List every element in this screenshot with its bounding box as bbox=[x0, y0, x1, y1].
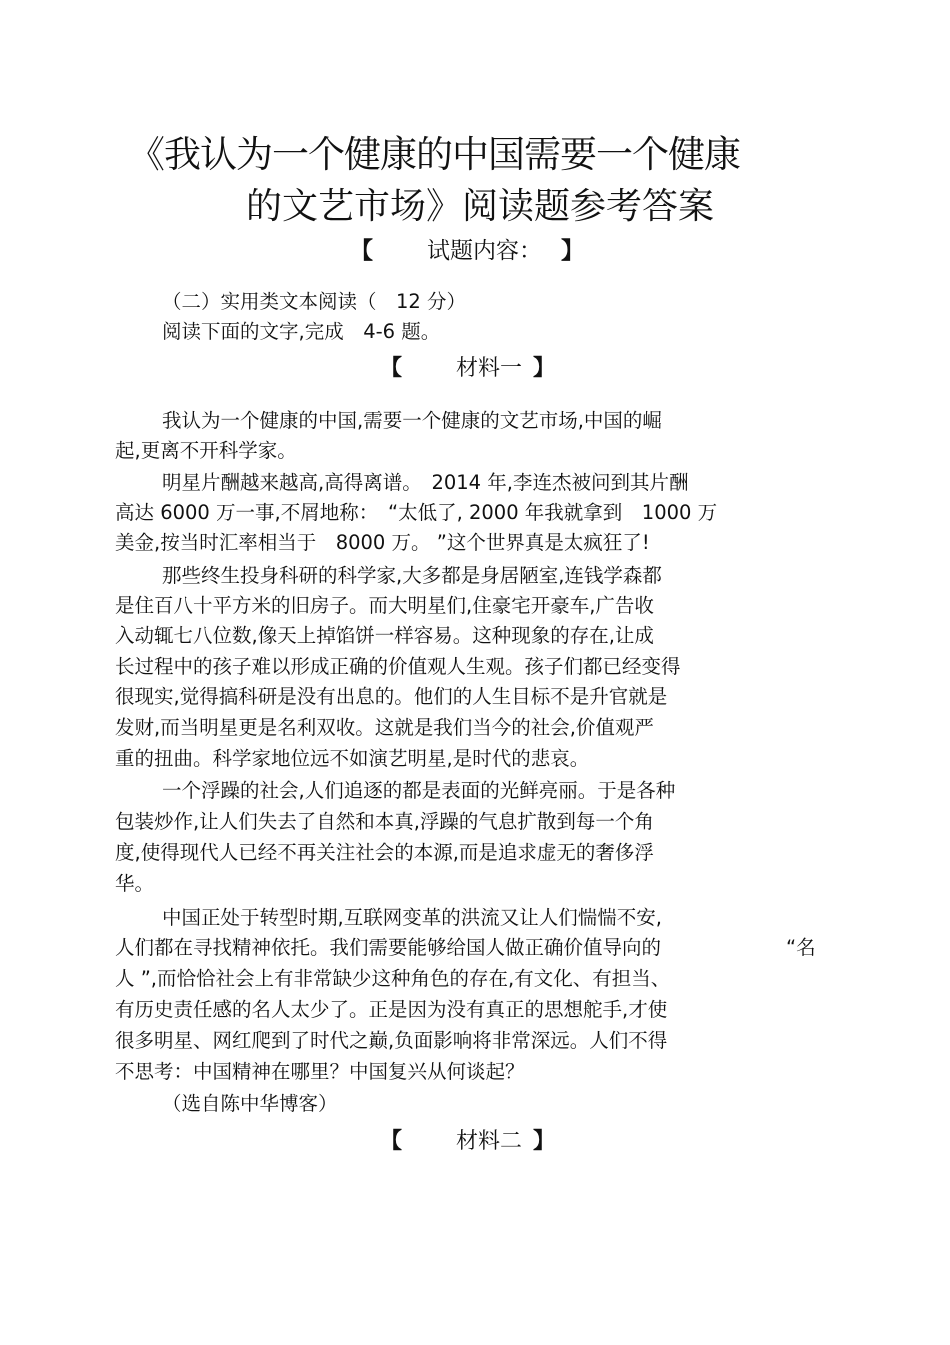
body-line: 高达 6000 万一事,不屑地称： “太低了, 2000 年我就拿到 1000 万 bbox=[115, 501, 718, 524]
body-line: 美金,按当时汇率相当于 8000 万。 ”这个世界真是太疯狂了! bbox=[115, 531, 650, 554]
body-line: 人们都在寻找精神依托。我们需要能够给国人做正确价值导向的 bbox=[115, 936, 662, 959]
title-line-2: 的文艺市场》阅读题参考答案 bbox=[246, 186, 715, 227]
section-heading: （二）实用类文本阅读（ 12 分） bbox=[162, 290, 467, 313]
material-two-close-bracket: 】 bbox=[533, 1129, 556, 1154]
title-line-1: 《我认为一个健康的中国需要一个健康 bbox=[128, 133, 740, 176]
body-line: 入动辄七八位数,像天上掉馅饼一样容易。这种现象的存在,让成 bbox=[115, 624, 654, 647]
body-line: 华。 bbox=[115, 872, 155, 895]
instruction: 阅读下面的文字,完成 4-6 题。 bbox=[162, 320, 441, 343]
body-line: 度,使得现代人已经不再关注社会的本源,而是追求虚无的奢侈浮 bbox=[115, 841, 654, 864]
body-line: 那些终生投身科研的科学家,大多都是身居陋室,连钱学森都 bbox=[162, 564, 662, 587]
body-line: 重的扭曲。科学家地位远不如演艺明星,是时代的悲哀。 bbox=[115, 747, 590, 770]
body-line-fragment: “名 bbox=[786, 936, 816, 959]
body-line: 发财,而当明星更是名利双收。这就是我们当今的社会,价值观严 bbox=[115, 716, 654, 739]
source-citation: （选自陈中华博客） bbox=[162, 1092, 338, 1115]
body-line: 人 ”,而恰恰社会上有非常缺少这种角色的存在,有文化、有担当、 bbox=[115, 967, 671, 990]
body-line: 明星片酬越来越高,高得离谱。 2014 年,李连杰被问到其片酬 bbox=[162, 471, 689, 494]
material-one-close-bracket: 】 bbox=[533, 356, 556, 381]
subtitle-open-bracket: 【 bbox=[350, 238, 373, 264]
material-one-heading: 材料一 bbox=[456, 356, 523, 381]
body-line: 一个浮躁的社会,人们追逐的都是表面的光鲜亮丽。于是各种 bbox=[162, 779, 676, 802]
material-two-open-bracket: 【 bbox=[380, 1129, 403, 1154]
body-line: 长过程中的孩子难以形成正确的价值观人生观。孩子们都已经变得 bbox=[115, 655, 681, 678]
body-line: 是住百八十平方米的旧房子。而大明星们,住豪宅开豪车,广告收 bbox=[115, 594, 654, 617]
body-line: 不思考：中国精神在哪里？中国复兴从何谈起？ bbox=[115, 1060, 525, 1083]
subtitle-close-bracket: 】 bbox=[561, 238, 584, 264]
body-line: 很多明星、网红爬到了时代之巅,负面影响将非常深远。人们不得 bbox=[115, 1029, 668, 1052]
body-line: 有历史责任感的名人太少了。正是因为没有真正的思想舵手,才使 bbox=[115, 998, 668, 1021]
material-one-open-bracket: 【 bbox=[380, 356, 403, 381]
subtitle-text: 试题内容： bbox=[427, 238, 542, 264]
material-two-heading: 材料二 bbox=[456, 1129, 523, 1154]
body-line: 我认为一个健康的中国,需要一个健康的文艺市场,中国的崛 bbox=[162, 409, 662, 432]
body-line: 中国正处于转型时期,互联网变革的洪流又让人们惴惴不安, bbox=[162, 906, 662, 929]
body-line: 包装炒作,让人们失去了自然和本真,浮躁的气息扩散到每一个角 bbox=[115, 810, 654, 833]
body-line: 起,更离不开科学家。 bbox=[115, 439, 297, 462]
body-line: 很现实,觉得搞科研是没有出息的。他们的人生目标不是升官就是 bbox=[115, 685, 668, 708]
